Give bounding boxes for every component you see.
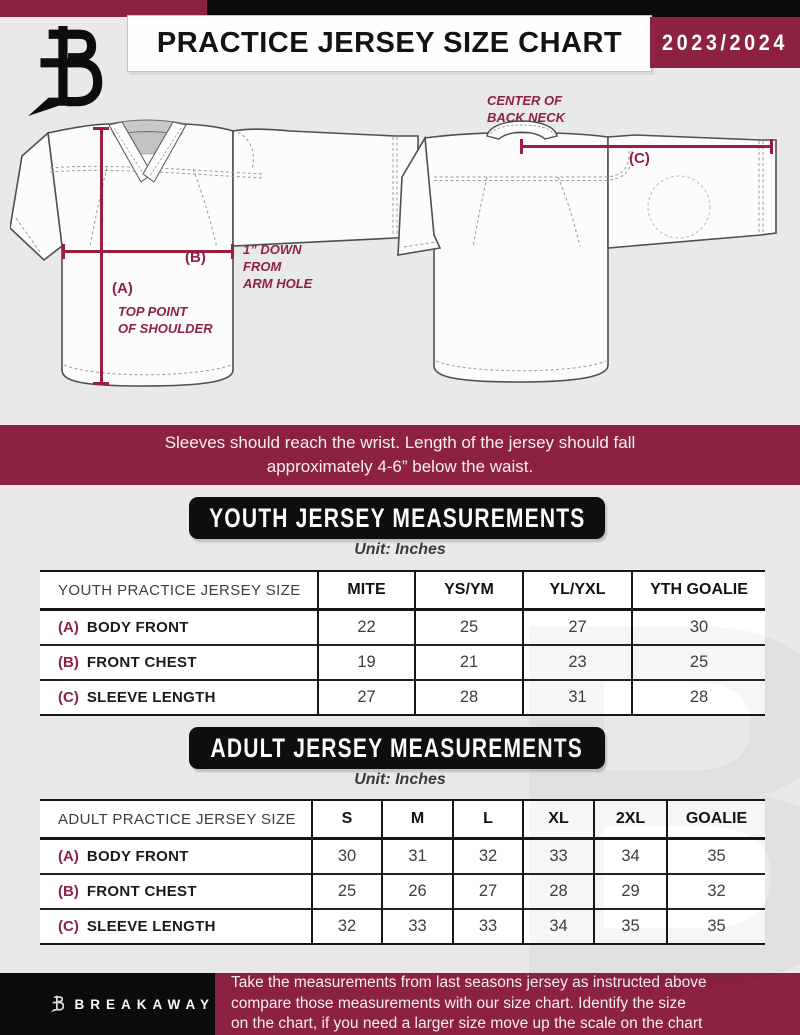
adult-size-table	[40, 799, 765, 945]
youth-unit-label: Unit: Inches	[354, 541, 446, 558]
cell: 31	[382, 839, 453, 875]
adult-col-header-6: GOALIE	[667, 800, 765, 839]
adult-col-header-5: 2XL	[594, 800, 667, 839]
cell: 22	[318, 610, 415, 646]
fit-instruction-banner	[0, 425, 800, 485]
youth-size-table	[40, 570, 765, 716]
row-label: BODY FRONT	[86, 848, 189, 865]
cell: 27	[318, 680, 415, 715]
youth-col-header-0: YOUTH PRACTICE JERSEY SIZE	[40, 571, 318, 610]
row-key: (B)	[58, 654, 79, 671]
cell: 32	[453, 839, 523, 875]
row-key: (C)	[58, 689, 79, 706]
table-row	[40, 680, 765, 715]
row-label: FRONT CHEST	[86, 654, 197, 671]
cell: 35	[667, 839, 765, 875]
cell: 25	[312, 874, 382, 909]
adult-unit-label: Unit: Inches	[354, 771, 446, 788]
cell: 28	[415, 680, 523, 715]
cell: 27	[453, 874, 523, 909]
adult-col-header-4: XL	[523, 800, 594, 839]
row-key: (A)	[58, 848, 79, 865]
back-neck-label: CENTER OF BACK NECK	[487, 93, 565, 125]
label-a: (A)	[112, 280, 133, 297]
cell: 26	[382, 874, 453, 909]
cell: 29	[594, 874, 667, 909]
cell: 28	[523, 874, 594, 909]
label-a-description: TOP POINT OF SHOULDER	[118, 304, 213, 336]
youth-col-header-3: YL/YXL	[523, 571, 632, 610]
cell: 21	[415, 645, 523, 680]
cell: 34	[523, 909, 594, 944]
cell: 30	[632, 610, 765, 646]
front-jersey-diagram	[10, 88, 430, 408]
cell: 27	[523, 610, 632, 646]
cell: 28	[632, 680, 765, 715]
row-key: (C)	[58, 918, 79, 935]
footer-note-line-2: compare those measurements with our size chart. Identify the size	[231, 994, 686, 1012]
cell: 35	[594, 909, 667, 944]
measure-line-c	[520, 145, 773, 148]
footer-note-line-3: on the chart, if you need a larger size move up the scale on the chart	[231, 1015, 703, 1033]
measure-line-a-cap-top	[93, 127, 109, 130]
cell: 30	[312, 839, 382, 875]
table-row	[40, 909, 765, 944]
table-row	[40, 874, 765, 909]
banner-line-1: Sleeves should reach the wrist. Length of the jersey should fall	[164, 433, 636, 452]
cell: 25	[415, 610, 523, 646]
adult-col-header-2: M	[382, 800, 453, 839]
youth-header-row	[40, 571, 765, 610]
label-b: (B)	[185, 249, 206, 266]
measure-line-b-cap-left	[62, 244, 65, 259]
table-row	[40, 645, 765, 680]
measure-line-a	[100, 128, 103, 384]
page-title: PRACTICE JERSEY SIZE CHART	[156, 27, 623, 59]
cell: 33	[382, 909, 453, 944]
cell: 25	[632, 645, 765, 680]
youth-section-title: YOUTH JERSEY MEASUREMENTS	[189, 497, 605, 539]
cell: 33	[453, 909, 523, 944]
cell: 31	[523, 680, 632, 715]
measure-line-c-cap-left	[520, 139, 523, 154]
table-row	[40, 839, 765, 875]
row-label: SLEEVE LENGTH	[86, 689, 216, 706]
cell: 35	[667, 909, 765, 944]
page-title-box	[127, 15, 652, 72]
cell: 19	[318, 645, 415, 680]
label-c: (C)	[629, 150, 650, 167]
label-b-description: 1” DOWN FROM ARM HOLE	[243, 242, 313, 291]
cell: 23	[523, 645, 632, 680]
row-label: SLEEVE LENGTH	[86, 918, 216, 935]
row-label: FRONT CHEST	[86, 883, 197, 900]
row-key: (A)	[58, 619, 79, 636]
season-label: 2023/2024	[662, 29, 788, 55]
cell: 32	[667, 874, 765, 909]
adult-header-row	[40, 800, 765, 839]
measure-line-b	[62, 250, 233, 253]
measure-line-c-cap-right	[770, 139, 773, 154]
youth-col-header-2: YS/YM	[415, 571, 523, 610]
footer-note-box	[215, 973, 800, 1035]
adult-col-header-0: ADULT PRACTICE JERSEY SIZE	[40, 800, 312, 839]
footer-brand-box	[0, 973, 215, 1035]
adult-col-header-1: S	[312, 800, 382, 839]
season-badge	[650, 17, 800, 68]
table-row	[40, 610, 765, 646]
cell: 34	[594, 839, 667, 875]
row-label: BODY FRONT	[86, 619, 189, 636]
youth-col-header-4: YTH GOALIE	[632, 571, 765, 610]
adult-section-title: ADULT JERSEY MEASUREMENTS	[189, 727, 605, 769]
measure-line-a-cap-bottom	[93, 382, 109, 385]
footer-note-line-1: Take the measurements from last seasons jersey as instructed above	[231, 974, 707, 992]
cell: 33	[523, 839, 594, 875]
cell: 32	[312, 909, 382, 944]
adult-col-header-3: L	[453, 800, 523, 839]
brand-name: BREAKAWAY	[74, 996, 215, 1012]
back-jersey-diagram	[395, 85, 795, 410]
measure-line-b-cap-right	[231, 244, 234, 259]
banner-line-2: approximately 4-6” below the waist.	[266, 457, 534, 476]
breakaway-footer-logo	[50, 982, 64, 1026]
youth-col-header-1: MITE	[318, 571, 415, 610]
row-key: (B)	[58, 883, 79, 900]
